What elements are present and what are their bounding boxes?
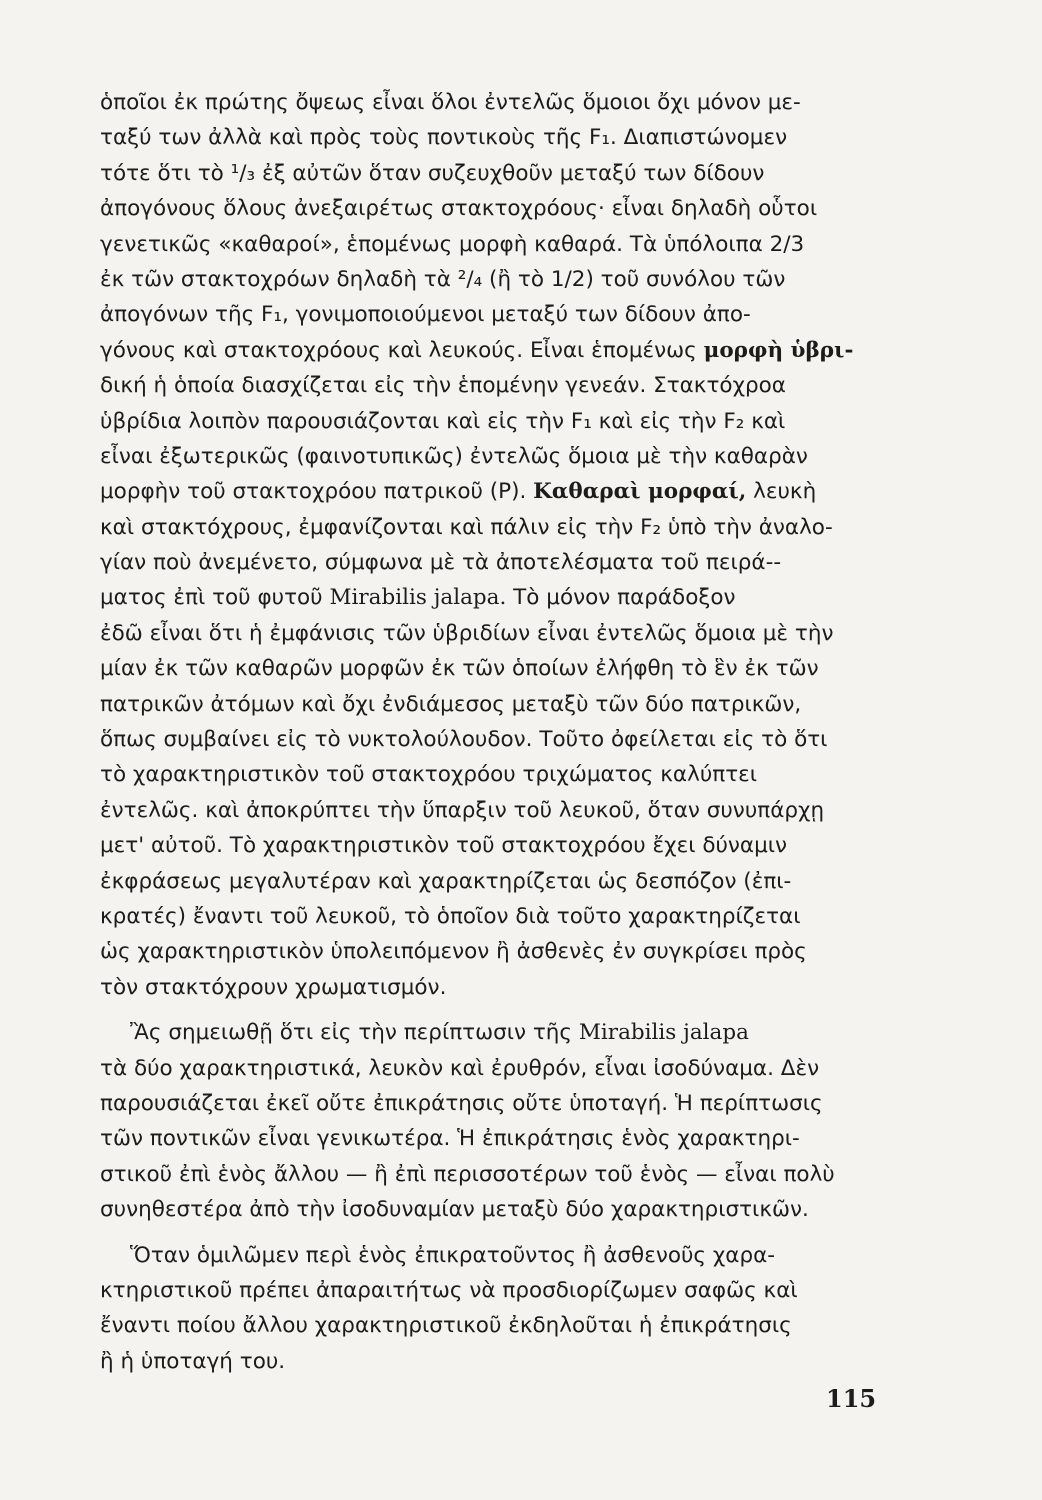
text-line: τότε ὅτι τὸ ¹/₃ ἐξ αὐτῶν ὅταν συζευχθοῦν μεταξύ των δίδουν: [100, 160, 765, 186]
paragraph-gap: [100, 1228, 880, 1238]
species-name: Mirabilis jalapa: [578, 1020, 749, 1046]
text-line: ἐκ τῶν στακτοχρόων δηλαδὴ τὰ ²/₄ (ἢ τὸ 1/2) τοῦ συνόλου τῶν: [100, 266, 786, 292]
text-line: παρουσιάζεται ἐκεῖ οὔτε ἐπικράτησις οὔτε ὑποταγή. Ἡ περίπτωσις: [100, 1090, 823, 1116]
text-line: ὡς χαρακτηριστικὸν ὑπολειπόμενον ἢ ἀσθενὲς ἐν συγκρίσει πρὸς: [100, 939, 807, 965]
text-line: εἶναι ἐξωτερικῶς (φαινοτυπικῶς) ἐντελῶς ὅμοια μὲ τὴν καθαρὰν: [100, 443, 808, 469]
text-segment: λευκὴ: [753, 479, 817, 505]
body-text: [100, 85, 880, 1379]
text-line: [100, 1015, 880, 1050]
text-line: [100, 580, 880, 615]
text-line: ἐκφράσεως μεγαλυτέραν καὶ χαρακτηρίζεται ὡς δεσπόζον (ἐπι-: [100, 868, 792, 894]
text-line: συνηθεστέρα ἀπὸ τὴν ἰσοδυναμίαν μεταξὺ δύο χαρακτηριστικῶν.: [100, 1197, 809, 1223]
paragraph-gap: [100, 1005, 880, 1015]
text-line: καὶ στακτόχρους, ἐμφανίζονται καὶ πάλιν εἰς τὴν F₂ ὑπὸ τὴν ἀναλο-: [100, 514, 833, 540]
text-segment: Ἂς σημειωθῇ ὅτι εἰς τὴν περίπτωσιν τῆς: [130, 1020, 573, 1046]
text-line: ταξύ των ἀλλὰ καὶ πρὸς τοὺς ποντικοὺς τῆς F₁. Διαπιστώνομεν: [100, 125, 788, 151]
text-line: ἀπογόνους ὅλους ἀνεξαιρέτως στακτοχρόους· εἶναι δηλαδὴ οὗτοι: [100, 196, 818, 222]
text-line: [100, 474, 880, 509]
text-line: πατρικῶν ἀτόμων καὶ ὄχι ἐνδιάμεσος μεταξὺ τῶν δύο πατρικῶν,: [100, 691, 802, 717]
page-number: 115: [826, 1384, 877, 1413]
text-line: ὁποῖοι ἐκ πρώτης ὄψεως εἶναι ὅλοι ἐντελῶς ὅμοιοι ὄχι μόνον με-: [100, 90, 801, 115]
text-line: δική ἡ ὁποία διασχίζεται εἰς τὴν ἑπομένην γενεάν. Στακτόχροα: [100, 373, 786, 399]
text-line: στικοῦ ἐπὶ ἑνὸς ἄλλου — ἢ ἐπὶ περισσοτέρων τοῦ ἑνὸς — εἶναι πολὺ: [100, 1161, 835, 1187]
text-segment: Τὸ μόνον παράδοξον: [513, 585, 736, 611]
text-line: ἔναντι ποίου ἄλλου χαρακτηριστικοῦ ἐκδηλοῦται ἡ ἐπικράτησις: [100, 1313, 792, 1339]
text-line: γίαν ποὺ ἀνεμένετο, σύμφωνα μὲ τὰ ἀποτελέσματα τοῦ πειρά--: [100, 550, 782, 576]
text-line: Ὅταν ὁμιλῶμεν περὶ ἑνὸς ἐπικρατοῦντος ἢ ἀσθενοῦς χαρα-: [130, 1242, 776, 1268]
text-line: ἐδῶ εἶναι ὅτι ἡ ἐμφάνισις τῶν ὑβριδίων εἶναι ἐντελῶς ὅμοια μὲ τὴν: [100, 620, 834, 646]
text-line: μίαν ἐκ τῶν καθαρῶν μορφῶν ἐκ τῶν ὁποίων ἐλήφθη τὸ ἓν ἐκ τῶν: [100, 656, 819, 682]
text-line: τὸν στακτόχρουν χρωματισμόν.: [100, 974, 447, 1000]
text-line: τῶν ποντικῶν εἶναι γενικωτέρα. Ἡ ἐπικράτησις ἑνὸς χαρακτηρι-: [100, 1126, 800, 1152]
text-line: [100, 333, 880, 368]
text-line: ὅπως συμβαίνει εἰς τὸ νυκτολούλουδον. Τοῦτο ὀφείλεται εἰς τὸ ὅτι: [100, 727, 828, 753]
text-line: ὑβρίδια λοιπὸν παρουσιάζονται καὶ εἰς τὴν F₁ καὶ εἰς τὴν F₂ καὶ: [100, 408, 786, 434]
text-line: ἢ ἡ ὑποταγή του.: [100, 1348, 286, 1374]
text-line: μετ' αὐτοῦ. Τὸ χαρακτηριστικὸν τοῦ στακτοχρόου ἔχει δύναμιν: [100, 833, 788, 859]
text-line: τὰ δύο χαρακτηριστικά, λευκὸν καὶ ἐρυθρόν, εἶναι ἰσοδύναμα. Δὲν: [100, 1055, 820, 1081]
text-line: ἐντελῶς. καὶ ἀποκρύπτει τὴν ὕπαρξιν τοῦ λευκοῦ, ὅταν συνυπάρχῃ: [100, 797, 825, 823]
text-segment: μορφὴν τοῦ στακτοχρόου πατρικοῦ (P).: [100, 479, 527, 505]
species-name: Mirabilis jalapa.: [329, 585, 507, 611]
text-line: ἀπογόνων τῆς F₁, γονιμοποιούμενοι μεταξύ των δίδουν ἀπο-: [100, 302, 751, 328]
bold-term: Καθαραὶ μορφαί,: [533, 479, 747, 505]
text-line: κρατές) ἔναντι τοῦ λευκοῦ, τὸ ὁποῖον διὰ τοῦτο χαρακτηρίζεται: [100, 903, 801, 929]
text-line: τὸ χαρακτηριστικὸν τοῦ στακτοχρόου τριχώματος καλύπτει: [100, 762, 758, 788]
text-line: κτηριστικοῦ πρέπει ἀπαραιτήτως νὰ προσδιορίζωμεν σαφῶς καὶ: [100, 1277, 798, 1303]
text-segment: ματος ἐπὶ τοῦ φυτοῦ: [100, 585, 323, 611]
text-line: γενετικῶς «καθαροί», ἑπομένως μορφὴ καθαρά. Τὰ ὑπόλοιπα 2/3: [100, 231, 805, 257]
text-segment: γόνους καὶ στακτοχρόους καὶ λευκούς. Εἶναι ἑπομένως: [100, 337, 697, 363]
bold-term: μορφὴ ὑβρι-: [703, 337, 854, 363]
